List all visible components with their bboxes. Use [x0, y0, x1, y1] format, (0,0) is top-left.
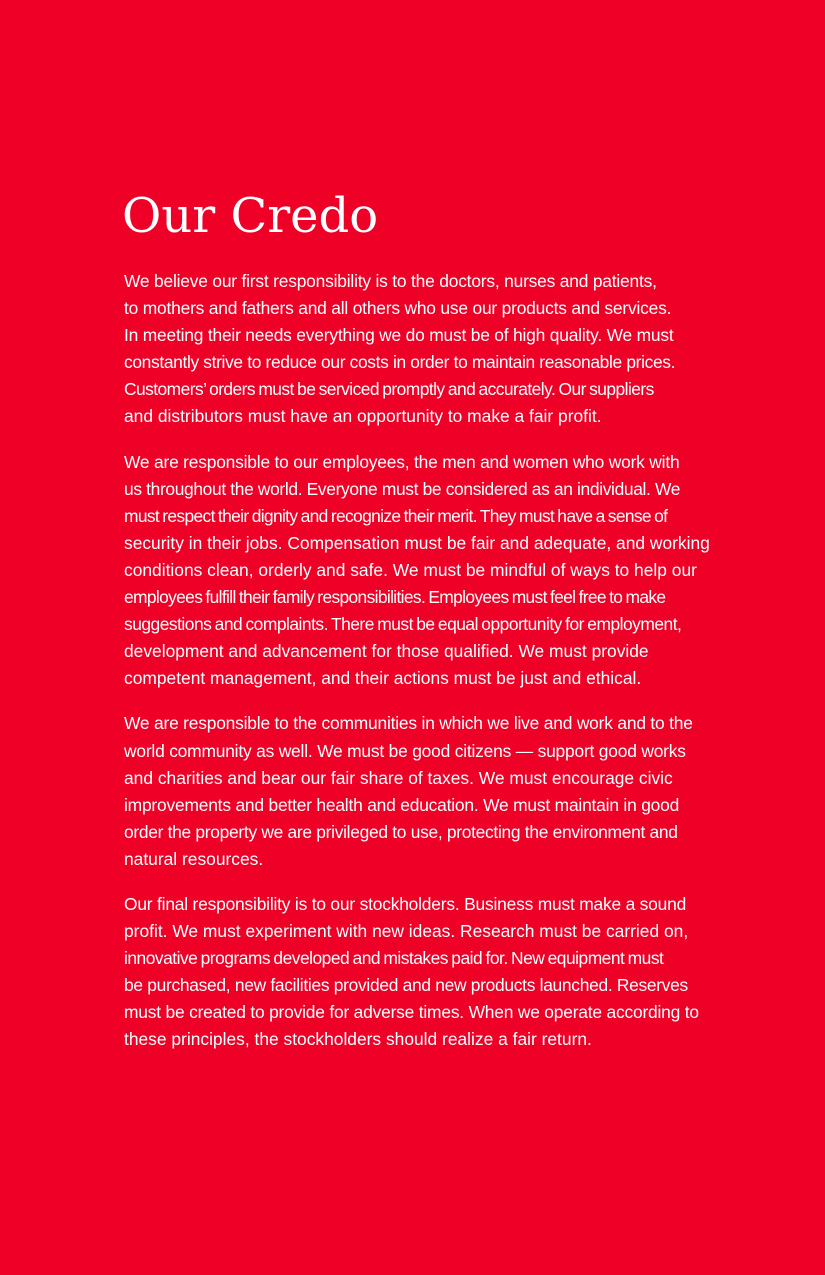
text-line: In meeting their needs everything we do must be of high quality. We must: [124, 325, 674, 346]
text-line: competent management, and their actions must be just and ethical.: [124, 668, 642, 689]
text-line: improvements and better health and education. We must maintain in good: [124, 794, 680, 815]
text-line: We believe our first responsibility is to the doctors, nurses and patients,: [124, 271, 657, 291]
text-line: security in their jobs. Compensation must be fair and adequate, and working: [124, 532, 710, 553]
text-line: order the property we are privileged to use, protecting the environment and: [124, 821, 678, 842]
text-line: Customers’ orders must be serviced promptly and accurately. Our suppliers: [124, 379, 654, 400]
text-line: these principles, the stockholders should realize a fair return.: [124, 1029, 592, 1050]
paragraph-communities: [124, 710, 764, 873]
text-line: natural resources.: [124, 848, 264, 869]
paragraph-customers: [124, 268, 764, 431]
text-line: us throughout the world. Everyone must be considered as an individual. We: [124, 478, 681, 499]
text-line: be purchased, new facilities provided and new products launched. Reserves: [124, 975, 688, 996]
paragraph-employees: [124, 449, 764, 693]
text-line: world community as well. We must be good citizens — support good works: [124, 740, 686, 761]
text-line: and charities and bear our fair share of taxes. We must encourage civic: [124, 767, 673, 788]
credo-body: [124, 268, 764, 1072]
text-line: We are responsible to our employees, the men and women who work with: [124, 451, 680, 472]
page-title: Our Credo: [122, 188, 379, 244]
text-line: constantly strive to reduce our costs in order to maintain reasonable prices.: [124, 352, 676, 373]
paragraph-stockholders: [124, 891, 764, 1054]
text-line: profit. We must experiment with new ideas. Research must be carried on,: [124, 921, 689, 942]
text-line: employees fulfill their family responsibilities. Employees must feel free to make: [124, 587, 666, 608]
text-line: must be created to provide for adverse times. When we operate according to: [124, 1002, 699, 1023]
text-line: suggestions and complaints. There must be equal opportunity for employment,: [124, 614, 682, 635]
text-line: We are responsible to the communities in which we live and work and to the: [124, 713, 693, 734]
text-line: development and advancement for those qualified. We must provide: [124, 641, 649, 662]
text-line: to mothers and fathers and all others who use our products and services.: [124, 298, 672, 319]
text-line: Our final responsibility is to our stockholders. Business must make a sound: [124, 893, 687, 914]
text-line: conditions clean, orderly and safe. We must be mindful of ways to help our: [124, 559, 697, 580]
text-line: must respect their dignity and recognize their merit. They must have a sense of: [124, 505, 668, 526]
text-line: innovative programs developed and mistakes paid for. New equipment must: [124, 948, 664, 969]
text-line: and distributors must have an opportunity to make a fair profit.: [124, 406, 602, 427]
